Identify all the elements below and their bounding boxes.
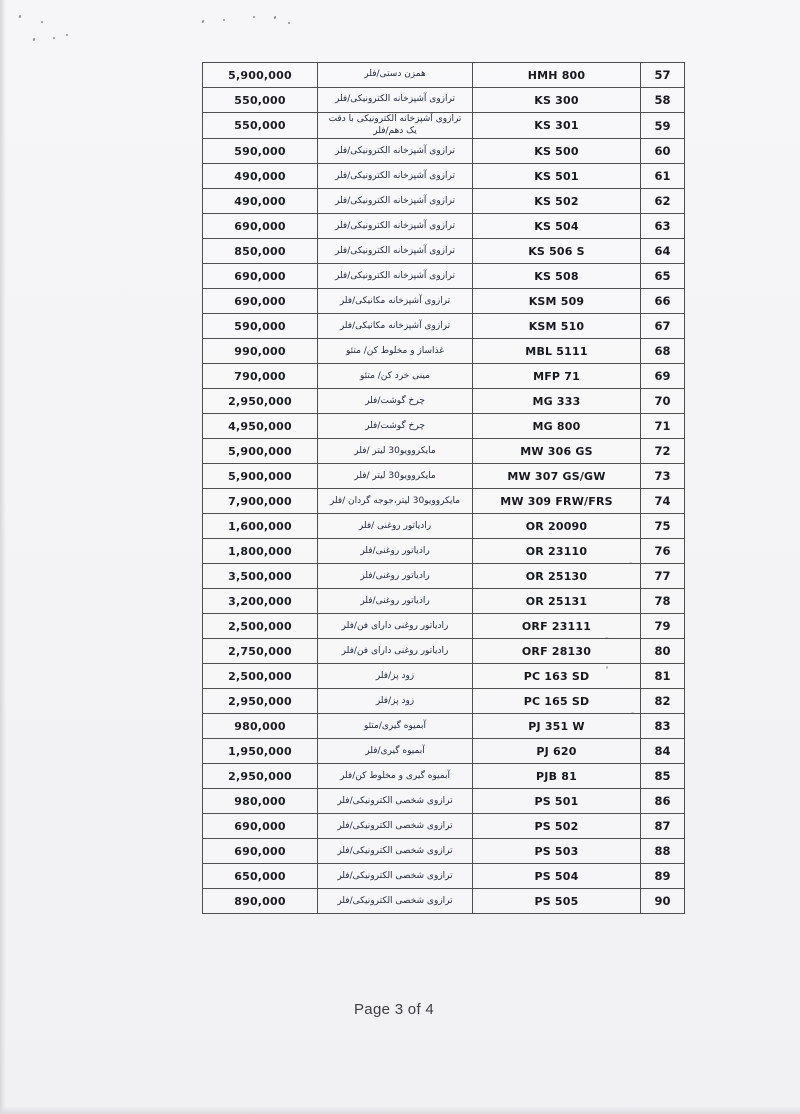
- table-row: [203, 389, 685, 414]
- description-cell: ترازوی آشپزخانه الکترونیکی/فلر: [318, 239, 473, 264]
- table-row: [203, 839, 685, 864]
- price-cell: 690,000: [203, 814, 318, 839]
- scan-speck: [253, 16, 255, 18]
- row-number-cell: 90: [641, 889, 685, 914]
- model-cell: KS 504: [473, 214, 641, 239]
- table-row: [203, 564, 685, 589]
- price-cell: 990,000: [203, 339, 318, 364]
- table-row: [203, 589, 685, 614]
- model-cell: OR 23110: [473, 539, 641, 564]
- row-number-cell: 59: [641, 113, 685, 139]
- price-cell: 690,000: [203, 214, 318, 239]
- row-number-cell: 86: [641, 789, 685, 814]
- row-number-cell: 79: [641, 614, 685, 639]
- description-cell: زود پز/فلر: [318, 689, 473, 714]
- description-cell: مینی خرد کن/ متئو: [318, 364, 473, 389]
- model-cell: PC 163 SD: [473, 664, 641, 689]
- description-cell: آبمیوه گیری/فلر: [318, 739, 473, 764]
- model-cell: PS 505: [473, 889, 641, 914]
- table-row: [203, 339, 685, 364]
- model-cell: MBL 5111: [473, 339, 641, 364]
- price-cell: 490,000: [203, 164, 318, 189]
- model-cell: KS 500: [473, 139, 641, 164]
- table-row: [203, 164, 685, 189]
- table-row: [203, 239, 685, 264]
- scan-speck: [41, 21, 43, 23]
- price-cell: 2,950,000: [203, 389, 318, 414]
- price-cell: 1,800,000: [203, 539, 318, 564]
- description-cell: چرخ گوشت/فلر: [318, 414, 473, 439]
- table-row: [203, 739, 685, 764]
- price-cell: 550,000: [203, 88, 318, 113]
- price-cell: 690,000: [203, 839, 318, 864]
- price-cell: 1,600,000: [203, 514, 318, 539]
- model-cell: PS 503: [473, 839, 641, 864]
- description-cell: آبمیوه گیری/متئو: [318, 714, 473, 739]
- model-cell: KS 502: [473, 189, 641, 214]
- description-cell: مایکروویو30 لیتر،جوجه گردان /فلر: [318, 489, 473, 514]
- row-number-cell: 70: [641, 389, 685, 414]
- price-cell: 650,000: [203, 864, 318, 889]
- price-cell: 980,000: [203, 714, 318, 739]
- description-cell: ترازوی شخصی الکترونیکی/فلر: [318, 889, 473, 914]
- price-cell: 2,950,000: [203, 689, 318, 714]
- price-cell: 4,950,000: [203, 414, 318, 439]
- table-row: [203, 814, 685, 839]
- price-table: [202, 62, 685, 914]
- description-cell: رادیاتور روغنی دارای فن/فلر: [318, 639, 473, 664]
- price-cell: 5,900,000: [203, 439, 318, 464]
- price-cell: 1,950,000: [203, 739, 318, 764]
- scan-speck: [288, 22, 290, 24]
- model-cell: ORF 28130: [473, 639, 641, 664]
- description-cell: چرخ گوشت/فلر: [318, 389, 473, 414]
- table-row: [203, 214, 685, 239]
- model-cell: KSM 510: [473, 314, 641, 339]
- row-number-cell: 80: [641, 639, 685, 664]
- row-number-cell: 84: [641, 739, 685, 764]
- row-number-cell: 60: [641, 139, 685, 164]
- row-number-cell: 64: [641, 239, 685, 264]
- model-cell: PJB 81: [473, 764, 641, 789]
- description-cell: مایکروویو30 لیتر /فلر: [318, 439, 473, 464]
- description-cell: زود پز/فلر: [318, 664, 473, 689]
- model-cell: MG 333: [473, 389, 641, 414]
- table-row: [203, 264, 685, 289]
- table-row: [203, 539, 685, 564]
- table-row: [203, 414, 685, 439]
- price-cell: 690,000: [203, 264, 318, 289]
- row-number-cell: 58: [641, 88, 685, 113]
- model-cell: PS 504: [473, 864, 641, 889]
- price-cell: 790,000: [203, 364, 318, 389]
- model-cell: HMH 800: [473, 63, 641, 88]
- model-cell: PS 502: [473, 814, 641, 839]
- page-footer: Page 3 of 4: [354, 1001, 435, 1018]
- description-cell: رادیاتور روغنی/فلر: [318, 564, 473, 589]
- scan-speck: [33, 38, 36, 42]
- row-number-cell: 87: [641, 814, 685, 839]
- price-cell: 890,000: [203, 889, 318, 914]
- row-number-cell: 78: [641, 589, 685, 614]
- price-cell: 2,500,000: [203, 664, 318, 689]
- table-row: [203, 439, 685, 464]
- table-row: [203, 764, 685, 789]
- table-row: [203, 88, 685, 113]
- table-row: [203, 139, 685, 164]
- table-row: [203, 789, 685, 814]
- row-number-cell: 57: [641, 63, 685, 88]
- description-cell: رادیاتور روغنی/فلر: [318, 589, 473, 614]
- price-cell: 490,000: [203, 189, 318, 214]
- description-cell: ترازوی آشپزخانه الکترونیکی/فلر: [318, 88, 473, 113]
- table-row: [203, 614, 685, 639]
- scan-speck: [274, 16, 277, 20]
- price-list-table: [202, 62, 684, 914]
- model-cell: PJ 620: [473, 739, 641, 764]
- row-number-cell: 67: [641, 314, 685, 339]
- description-cell: ترازوی شخصی الکترونیکی/فلر: [318, 789, 473, 814]
- model-cell: MW 309 FRW/FRS: [473, 489, 641, 514]
- table-row: [203, 864, 685, 889]
- table-row: [203, 63, 685, 88]
- row-number-cell: 73: [641, 464, 685, 489]
- table-row: [203, 664, 685, 689]
- model-cell: OR 25130: [473, 564, 641, 589]
- model-cell: KS 506 S: [473, 239, 641, 264]
- table-row: [203, 314, 685, 339]
- description-cell: مایکروویو30 لیتر /فلر: [318, 464, 473, 489]
- table-row: [203, 639, 685, 664]
- description-cell: همزن دستی/فلر: [318, 63, 473, 88]
- description-cell: ترازوی آشپزخانه الکترونیکی/فلر: [318, 164, 473, 189]
- description-cell: ترازوی آشپزخانه الکترونیکی/فلر: [318, 214, 473, 239]
- row-number-cell: 88: [641, 839, 685, 864]
- table-row: [203, 689, 685, 714]
- price-cell: 690,000: [203, 289, 318, 314]
- table-row: [203, 714, 685, 739]
- price-cell: 3,500,000: [203, 564, 318, 589]
- scan-speck: [53, 37, 55, 39]
- scan-speck: [223, 19, 225, 21]
- row-number-cell: 69: [641, 364, 685, 389]
- table-row: [203, 464, 685, 489]
- row-number-cell: 74: [641, 489, 685, 514]
- price-cell: 2,950,000: [203, 764, 318, 789]
- model-cell: MG 800: [473, 414, 641, 439]
- description-cell: رادیاتور روغنی /فلر: [318, 514, 473, 539]
- row-number-cell: 85: [641, 764, 685, 789]
- model-cell: PJ 351 W: [473, 714, 641, 739]
- price-cell: 590,000: [203, 139, 318, 164]
- model-cell: PS 501: [473, 789, 641, 814]
- model-cell: KS 501: [473, 164, 641, 189]
- description-cell: رادیاتور روغنی/فلر: [318, 539, 473, 564]
- model-cell: KS 508: [473, 264, 641, 289]
- table-row: [203, 189, 685, 214]
- model-cell: OR 25131: [473, 589, 641, 614]
- description-cell: ترازوی آشپزخانه مکانیکی/فلر: [318, 314, 473, 339]
- table-row: [203, 289, 685, 314]
- row-number-cell: 82: [641, 689, 685, 714]
- row-number-cell: 71: [641, 414, 685, 439]
- description-cell: ترازوی شخصی الکترونیکی/فلر: [318, 814, 473, 839]
- row-number-cell: 66: [641, 289, 685, 314]
- model-cell: KS 301: [473, 113, 641, 139]
- row-number-cell: 68: [641, 339, 685, 364]
- table-row: [203, 514, 685, 539]
- model-cell: MW 307 GS/GW: [473, 464, 641, 489]
- row-number-cell: 61: [641, 164, 685, 189]
- description-cell: ترازوی آشپزخانه مکانیکی/فلر: [318, 289, 473, 314]
- table-row: [203, 489, 685, 514]
- table-row: [203, 364, 685, 389]
- row-number-cell: 76: [641, 539, 685, 564]
- table-row: [203, 113, 685, 139]
- price-cell: 850,000: [203, 239, 318, 264]
- row-number-cell: 62: [641, 189, 685, 214]
- model-cell: KSM 509: [473, 289, 641, 314]
- description-cell: ترازوی آشپزخانه الکترونیکی/فلر: [318, 189, 473, 214]
- model-cell: OR 20090: [473, 514, 641, 539]
- description-cell: ترازوی شخصی الکترونیکی/فلر: [318, 839, 473, 864]
- table-row: [203, 889, 685, 914]
- row-number-cell: 65: [641, 264, 685, 289]
- description-cell: ترازوی آشپزخانه الکترونیکی با دقت یک دهم/فلر: [318, 113, 473, 139]
- row-number-cell: 89: [641, 864, 685, 889]
- model-cell: MFP 71: [473, 364, 641, 389]
- description-cell: ترازوی شخصی الکترونیکی/فلر: [318, 864, 473, 889]
- price-cell: 980,000: [203, 789, 318, 814]
- description-cell: ترازوی آشپزخانه الکترونیکی/فلر: [318, 264, 473, 289]
- row-number-cell: 81: [641, 664, 685, 689]
- price-cell: 590,000: [203, 314, 318, 339]
- scan-edge-shadow-bottom: [0, 1106, 800, 1114]
- description-cell: آبمیوه گیری و مخلوط کن/فلر: [318, 764, 473, 789]
- price-cell: 7,900,000: [203, 489, 318, 514]
- description-cell: غذاساز و مخلوط کن/ متئو: [318, 339, 473, 364]
- scan-speck: [66, 34, 68, 36]
- price-cell: 3,200,000: [203, 589, 318, 614]
- scan-edge-shadow-left: [0, 0, 6, 1114]
- row-number-cell: 83: [641, 714, 685, 739]
- price-cell: 2,500,000: [203, 614, 318, 639]
- model-cell: PC 165 SD: [473, 689, 641, 714]
- price-cell: 550,000: [203, 113, 318, 139]
- scan-speck: [202, 20, 205, 24]
- price-cell: 5,900,000: [203, 464, 318, 489]
- model-cell: KS 300: [473, 88, 641, 113]
- model-cell: MW 306 GS: [473, 439, 641, 464]
- row-number-cell: 63: [641, 214, 685, 239]
- price-cell: 2,750,000: [203, 639, 318, 664]
- scan-speck: [19, 15, 22, 19]
- price-cell: 5,900,000: [203, 63, 318, 88]
- row-number-cell: 72: [641, 439, 685, 464]
- description-cell: ترازوی آشپزخانه الکترونیکی/فلر: [318, 139, 473, 164]
- description-cell: رادیاتور روغنی دارای فن/فلر: [318, 614, 473, 639]
- model-cell: ORF 23111: [473, 614, 641, 639]
- row-number-cell: 77: [641, 564, 685, 589]
- row-number-cell: 75: [641, 514, 685, 539]
